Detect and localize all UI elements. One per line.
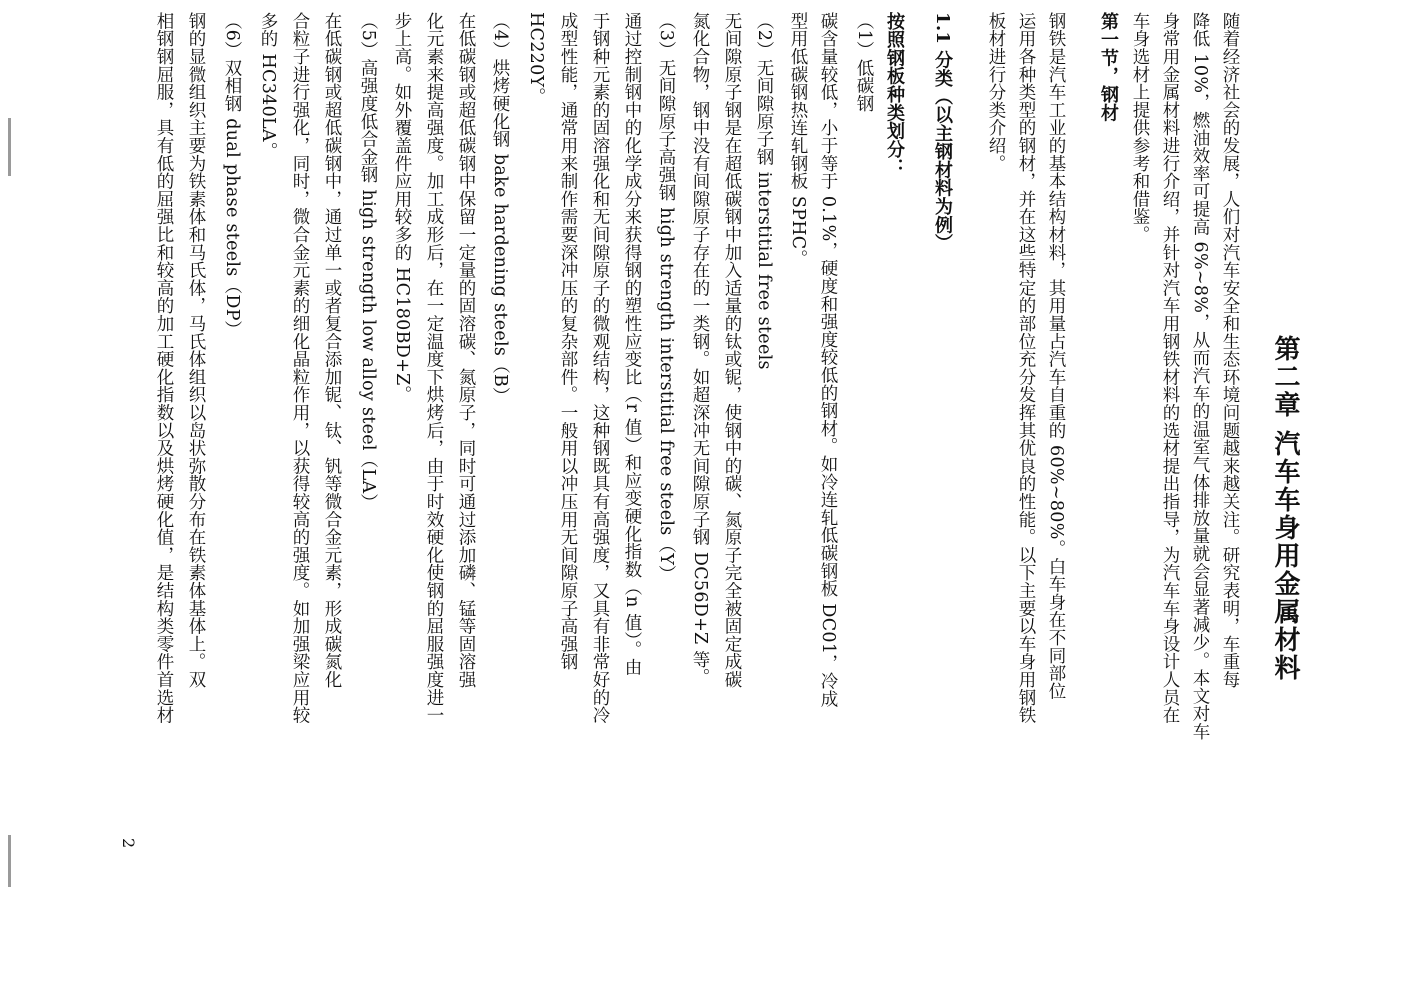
text-line: 多的 HC340LA。 <box>258 12 278 160</box>
text-line: 在低碳钢或超低碳钢中，通过单一或者复合添加铌、钛、钒等微合金元素，形成碳氮化 <box>322 12 342 689</box>
text-line: 型用低碳钢热连轧钢板 SPHC。 <box>788 12 808 268</box>
text-line: 运用各种类型的钢材，并在这些特定的部位充分发挥其优良的性能。以下主要以车身用钢铁 <box>1016 12 1036 724</box>
text-line: 降低 10%，燃油效率可提高 6%~8%，从而汽车的温室气体排放量就会显著减少。本文对车 <box>1190 12 1210 741</box>
list-item-heading: （5）高强度低合金钢 high strength low alloy steel（LA） <box>358 12 378 512</box>
binding-hole-mark <box>8 835 11 887</box>
text-line: 无间隙原子钢是在超低碳钢中加入适量的钛或铌，使钢中的碳、氮原子完全被固定成碳 <box>722 12 742 689</box>
text-line: HC220Y。 <box>526 12 546 106</box>
classification-heading: 按照钢板种类划分： <box>884 12 905 177</box>
text-line: 于钢种元素的固溶强化和无间隙原子的微观结构，这种钢既具有高强度，又具有非常好的冷 <box>590 12 610 724</box>
text-line: 步上高。如外覆盖件应用较多的 HC180BD+Z。 <box>392 12 412 404</box>
text-line: 身常用金属材料进行介绍，并针对汽车用钢铁材料的选材提出指导，为汽车车身设计人员在 <box>1160 12 1180 724</box>
page-number: 2 <box>119 838 138 849</box>
text-line: 化元素来提高强度。加工成形后，在一定温度下烘烤后，由于时效硬化使钢的屈服强度进一 <box>424 12 444 724</box>
list-item-heading: （3）无间隙原子高强钢 high strength interstitial free steels（Y） <box>656 12 676 584</box>
list-item-heading: （2）无间隙原子钢 interstitial free steels <box>754 12 774 370</box>
text-line: 钢的显微组织主要为铁素体和马氏体，马氏体组织以岛状弥散分布在铁素体基体上。双 <box>186 12 206 689</box>
text-line: 氮化合物，钢中没有间隙原子存在的一类钢。如超深冲无间隙原子钢 DC56D+Z 等。 <box>690 12 710 686</box>
text-line: 钢铁是汽车工业的基本结构材料，其用量占汽车自重的 60%~80%。白车身在不同部位 <box>1046 12 1066 700</box>
text-line: 碳含量较低，小于等于 0.1%，硬度和强度较低的钢材。如冷连轧低碳钢板 DC01，冷成 <box>818 12 838 708</box>
subsection-heading: 1.1 分类（以主钢材料为例） <box>932 12 953 253</box>
list-item-heading: （6）双相钢 dual phase steels（DP） <box>222 12 242 339</box>
text-line: 通过控制钢中的化学成分来获得钢的塑性应变比（r 值）和应变硬化指数（n 值）。由 <box>622 12 642 677</box>
text-line: 合粒子进行强化，同时，微合金元素的细化晶粒作用，以获得较高的强度。如加强梁应用较 <box>290 12 310 724</box>
text-line: 车身选材上提供参考和借鉴。 <box>1130 12 1150 244</box>
section-heading: 第一节，钢材 <box>1098 12 1119 122</box>
chapter-title: 第二章 汽车车身用金属材料 <box>1270 335 1300 683</box>
text-line: 在低碳钢或超低碳钢中保留一定量的固溶碳、氮原子，同时可通过添加磷、锰等固溶强 <box>456 12 476 689</box>
binding-hole-mark <box>8 118 11 176</box>
text-line: 随着经济社会的发展，人们对汽车安全和生态环境问题越来越关注。研究表明，车重每 <box>1220 12 1240 689</box>
list-item-heading: （4）烘烤硬化钢 bake hardening steels（B） <box>490 12 510 405</box>
text-line: 相钢钢屈服，具有低的屈强比和较高的加工硬化指数以及烘烤硬化值，是结构类零件首选材 <box>154 12 174 724</box>
text-line: 板材进行分类介绍。 <box>986 12 1006 173</box>
list-item-heading: （1）低碳钢 <box>854 12 874 113</box>
text-line: 成型性能，通常用来制作需要深冲压的复杂部件。一般用以冲压用无间隙原子高强钢 <box>558 12 578 671</box>
